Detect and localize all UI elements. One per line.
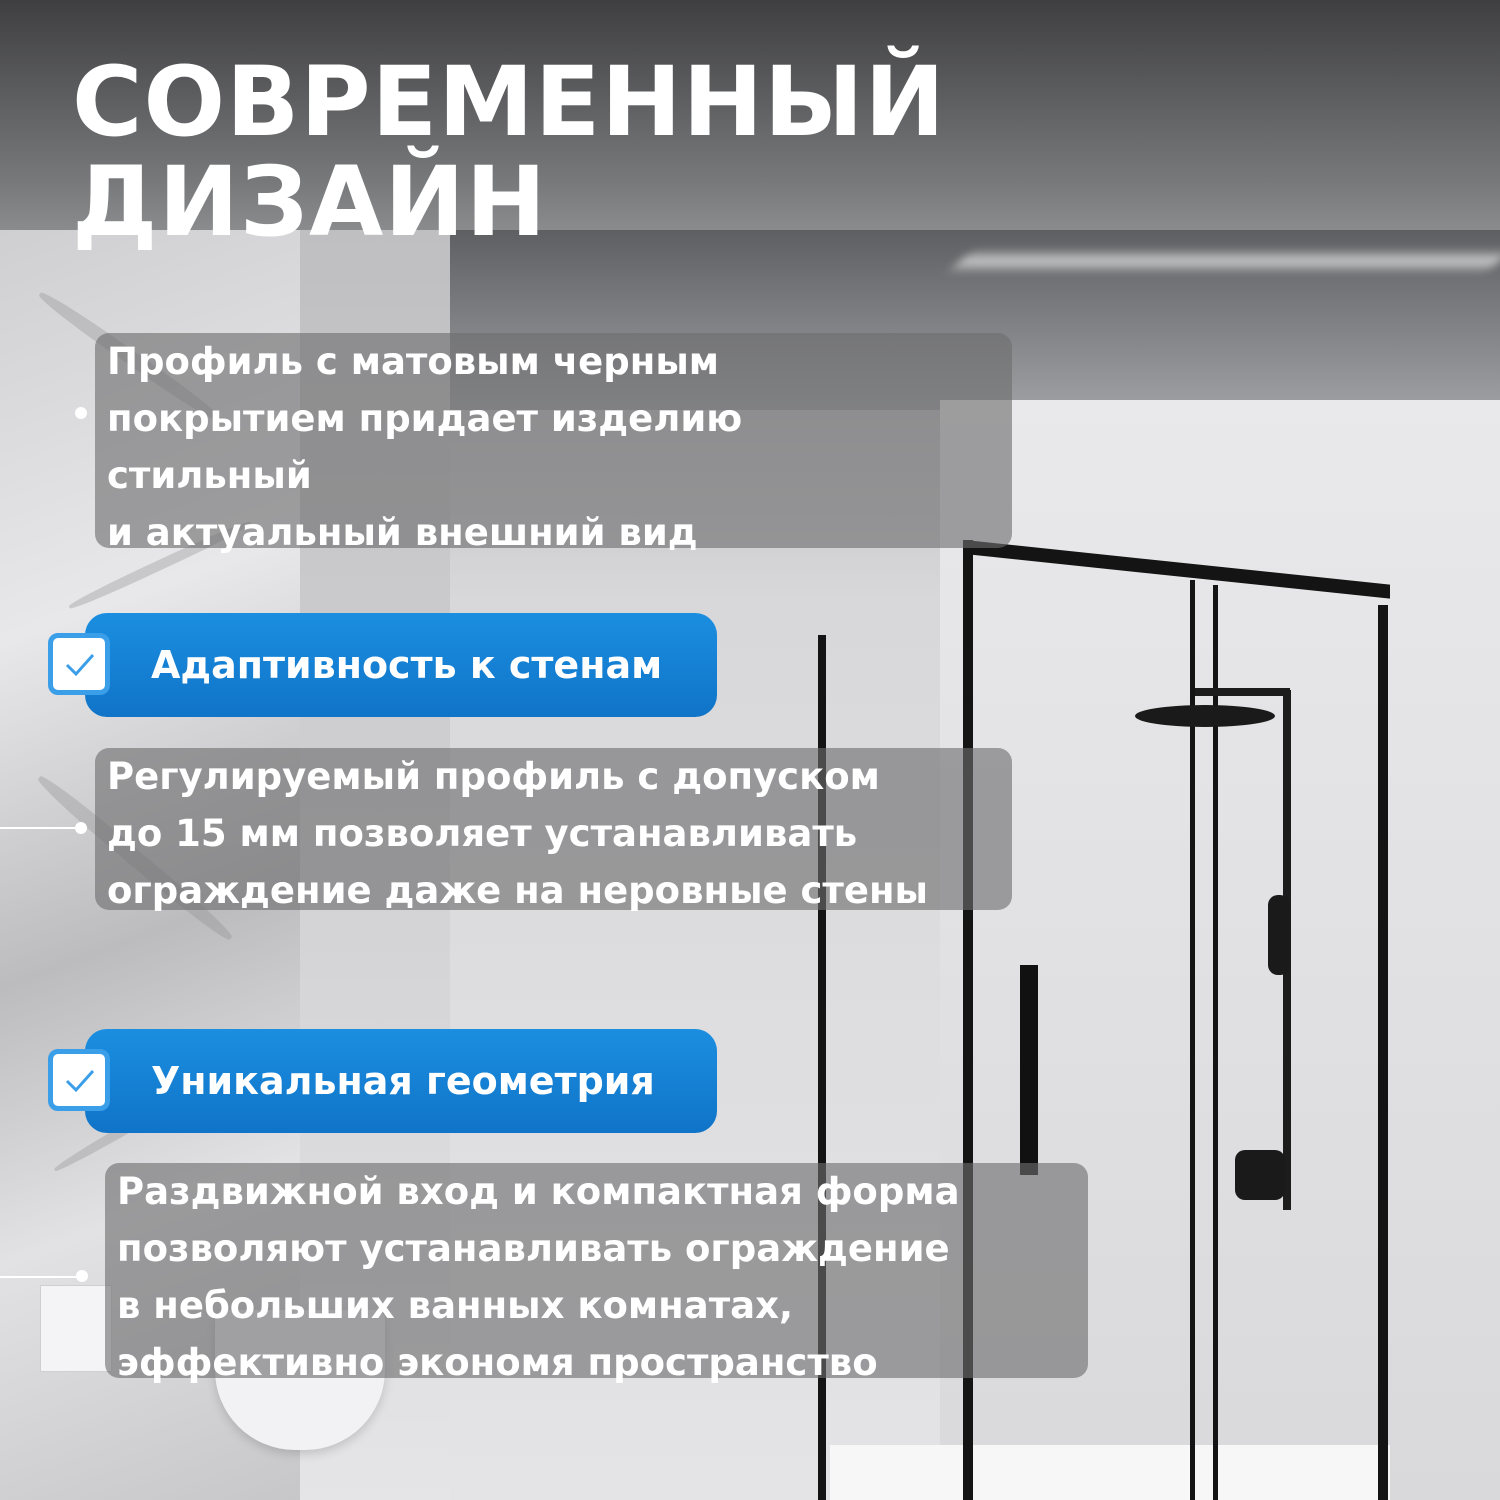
feature-label: Адаптивность к стенам [151, 643, 663, 687]
text-line: эффективно экономя пространство [117, 1341, 878, 1384]
hand-shower [1268, 895, 1290, 975]
text-line: Регулируемый профиль с допуском [107, 755, 880, 798]
shower-mixer [1235, 1150, 1285, 1200]
info-text [107, 748, 928, 919]
ceiling-led-strip [955, 255, 1500, 267]
shower-tray [830, 1445, 1390, 1500]
rain-shower-head [1135, 705, 1275, 727]
info-text [117, 1163, 960, 1391]
feature-label: Уникальная геометрия [151, 1059, 655, 1103]
text-line: стильный [107, 454, 312, 497]
shower-door-handle [1020, 965, 1038, 1175]
text-line: Раздвижной вход и компактная форма [117, 1170, 960, 1213]
text-line: ограждение даже на неровные стены [107, 869, 928, 912]
text-line: в небольших ванных комнатах, [117, 1284, 794, 1327]
bullet-dot [76, 1270, 88, 1282]
flush-plate [40, 1285, 112, 1372]
feature-badge [85, 1029, 717, 1133]
shower-arm [1195, 688, 1290, 696]
feature-badge [85, 613, 717, 717]
bullet-line [0, 827, 80, 829]
bullet-dot [75, 407, 87, 419]
title-line: ДИЗАЙН [72, 146, 548, 258]
text-line: позволяют устанавливать ограждение [117, 1227, 950, 1270]
text-line: покрытием придает изделию [107, 397, 743, 440]
text-line: до 15 мм позволяет устанавливать [107, 812, 858, 855]
checkmark-icon [48, 633, 110, 695]
text-line: Профиль с матовым черным [107, 340, 720, 383]
text-line: и актуальный внешний вид [107, 511, 698, 554]
bullet-dot [75, 822, 87, 834]
info-text [107, 333, 742, 561]
title-line: СОВРЕМЕННЫЙ [72, 46, 946, 158]
shower-frame-post [1378, 605, 1388, 1500]
page-title [72, 46, 1072, 258]
checkmark-icon [48, 1049, 110, 1111]
bullet-line [0, 1276, 82, 1278]
